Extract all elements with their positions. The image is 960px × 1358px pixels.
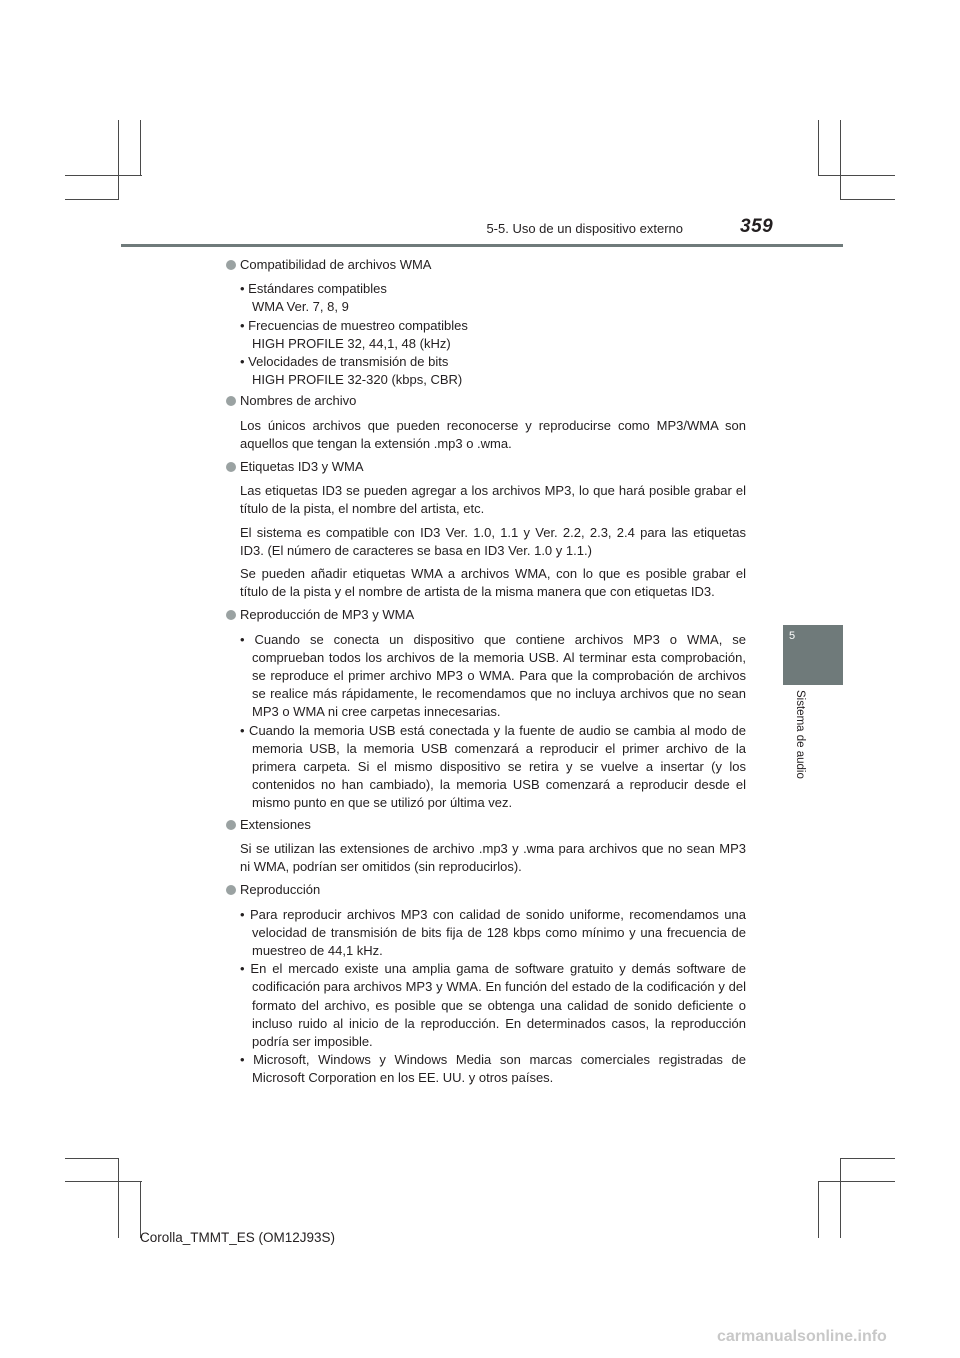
crop-mark bbox=[65, 1181, 142, 1182]
bullet-list bbox=[226, 280, 746, 389]
section-wma-compat bbox=[226, 256, 746, 389]
bullet-icon bbox=[226, 396, 236, 406]
page-number: 359 bbox=[740, 216, 774, 237]
section-heading bbox=[226, 458, 746, 476]
bullet-icon bbox=[226, 885, 236, 895]
section-id3-tags bbox=[226, 458, 746, 601]
watermark: carmanualsonline.info bbox=[717, 1328, 887, 1345]
chapter-tab-label: Sistema de audio bbox=[794, 690, 806, 779]
bullet-icon bbox=[226, 260, 236, 270]
paragraph: Los únicos archivos que pueden reconocerse y reproducirse como MP3/WMA son aquellos que tengan la extensión .mp3 o .wma. bbox=[240, 417, 746, 451]
crop-mark bbox=[818, 1181, 895, 1182]
list-item: • Cuando la memoria USB está conectada y la fuente de audio se cambia al modo de memoria USB, la memoria USB comenzará a reproducir el primer archivo de la primera carpeta. Si el mismo dispositivo se retira y se vuelve a insertar (y los contenidos no han cambiado), la memoria USB comenzará a reproducir desde el mismo punto en que se utilizó por última vez. bbox=[240, 722, 746, 811]
list-item bbox=[240, 280, 746, 316]
list-item-value: HIGH PROFILE 32, 44,1, 48 (kHz) bbox=[252, 335, 451, 351]
paragraph: Si se utilizan las extensiones de archivo .mp3 y .wma para archivos que no sean MP3 ni WMA, podrían ser omitidos (sin reproducirlos). bbox=[240, 840, 746, 875]
heading-text: Reproducción de MP3 y WMA bbox=[240, 607, 415, 623]
section-title: 5-5. Uso de un dispositivo externo bbox=[486, 221, 683, 236]
bullet-icon bbox=[226, 610, 236, 620]
page-header bbox=[0, 0, 960, 250]
chapter-tab-number: 5 bbox=[788, 630, 796, 642]
list-item: • En el mercado existe una amplia gama de software gratuito y demás software de codificación para archivos MP3 y WMA. En función del estado de la codificación y del formato del archivo, es posible que se obtenga una calidad de sonido deficiente o incluso ruido al inicio de la reproducción. En determinados casos, la reproducción podría ser imposible. bbox=[240, 961, 746, 1049]
crop-mark bbox=[818, 1181, 819, 1238]
paragraph: Se pueden añadir etiquetas WMA a archivos WMA, con lo que es posible grabar el título de la pista y el nombre de artista de la misma manera que con etiquetas ID3. bbox=[240, 566, 746, 600]
list-item-title: • Velocidades de transmisión de bits bbox=[240, 354, 449, 370]
list-item-title: • Frecuencias de muestreo compatibles bbox=[240, 317, 468, 333]
section-heading bbox=[226, 256, 746, 274]
list-item bbox=[240, 317, 746, 353]
heading-text: Reproducción bbox=[240, 882, 321, 898]
section-playback bbox=[226, 881, 746, 1087]
section-heading bbox=[226, 606, 746, 624]
bullet-list bbox=[226, 906, 746, 1088]
list-item: • Microsoft, Windows y Windows Media son marcas comerciales registradas de Microsoft Corporation en los EE. UU. y otros países. bbox=[240, 1052, 746, 1086]
heading-text: Etiquetas ID3 y WMA bbox=[240, 459, 364, 475]
list-item-value: HIGH PROFILE 32-320 (kbps, CBR) bbox=[252, 372, 463, 388]
footer-document-id: Corolla_TMMT_ES (OM12J93S) bbox=[140, 1230, 336, 1245]
heading-text: Nombres de archivo bbox=[240, 393, 357, 409]
bullet-list bbox=[226, 631, 746, 813]
heading-text: Extensiones bbox=[240, 816, 311, 832]
list-item-value: WMA Ver. 7, 8, 9 bbox=[252, 299, 349, 315]
list-item: • Cuando se conecta un dispositivo que contiene archivos MP3 o WMA, se comprueban todos los archivos de la memoria USB. Al terminar esta comprobación, se reproduce el primer archivo MP3 o WMA. Para que la comprobación de archivos se realice más rápidamente, le recomendamos que no incluya archivos que no sean MP3 o WMA ni cree carpetas innecesarias. bbox=[240, 631, 746, 720]
heading-text: Compatibilidad de archivos WMA bbox=[240, 257, 432, 272]
bullet-icon bbox=[226, 462, 236, 472]
section-file-names bbox=[226, 392, 746, 453]
paragraph: El sistema es compatible con ID3 Ver. 1.0, 1.1 y Ver. 2.2, 2.3, 2.4 para las etiquetas ID3. (El número de caracteres se basa en ID3 Ver. 1.0 y 1.1.) bbox=[240, 524, 746, 558]
crop-mark bbox=[840, 1158, 895, 1159]
section-playback-mp3-wma bbox=[226, 606, 746, 812]
paragraph: Las etiquetas ID3 se pueden agregar a los archivos MP3, lo que hará posible grabar el título de la pista, el nombre del artista, etc. bbox=[240, 483, 746, 517]
bullet-icon bbox=[226, 820, 236, 830]
section-heading bbox=[226, 881, 746, 899]
crop-mark bbox=[840, 1158, 841, 1238]
header-rule bbox=[121, 244, 843, 247]
list-item-title: • Estándares compatibles bbox=[240, 281, 387, 297]
crop-mark bbox=[65, 1158, 119, 1159]
list-item bbox=[240, 353, 746, 389]
section-heading bbox=[226, 816, 746, 834]
page-content bbox=[226, 256, 746, 1091]
section-heading bbox=[226, 392, 746, 410]
section-extensions bbox=[226, 816, 746, 877]
list-item: • Para reproducir archivos MP3 con calidad de sonido uniforme, recomendamos una velocidad de transmisión de bits fija de 128 kbps como mínimo y una frecuencia de muestreo de 44,1 kHz. bbox=[240, 906, 746, 958]
crop-mark bbox=[118, 1158, 119, 1238]
